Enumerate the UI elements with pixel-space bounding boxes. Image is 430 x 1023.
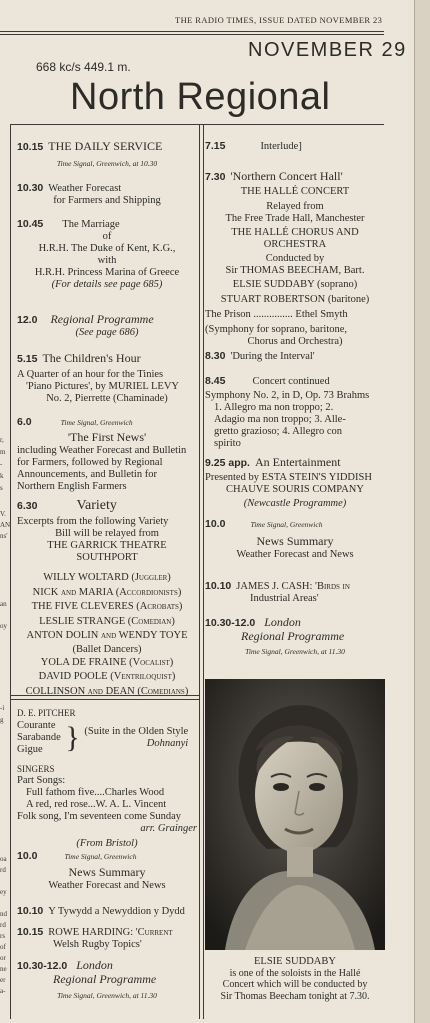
listing-925: 9.25 app. An Entertainment Presented by ESTA STEIN'S YIDDISH CHAUVE SOURIS COMPANY (Newcastle Programme): [205, 455, 372, 509]
listing-1045: 10.45 The Marriage of H.R.H. The Duke of Kent, K.G., with H.R.H. Princess Marina of Greece (For details see page 685): [17, 218, 180, 290]
listing-b-1030: 10.30-12.0 London Regional Programme Time Signal, Greenwich, at 11.30: [17, 958, 157, 1000]
portrait-illustration: [205, 679, 385, 950]
listing-630: 6.30 Variety Excerpts from the following Variety Bill will be relayed from THE GARRICK THEATRE SOUTHPORT WILLY WOLTARD (Juggler) NICK and MARIA (Accordionists) THE FIVE CLEVERES (Acrobats) LESLIE STRANGE (Comedian) ANTON DOLIN and WENDY TOYE (Ballet Dancers) YOLA DE FRAINE (Vocalist) DAVID POOLE (Ventriloquist) COLLINSON and DEAN (Comedians): [17, 498, 189, 697]
header-rule: [0, 31, 384, 32]
listing-845: 8.45 Concert continued Symphony No. 2, in D, Op. 73 Brahms 1. Allegro ma non troppo; 2. Adagio ma non troppo; 3. Alle- gretto grazioso; 4. Allegro con spirito: [205, 375, 370, 449]
listing-1030: 10.30-12.0 London Regional Programme Time Signal, Greenwich, at 11.30: [205, 615, 345, 656]
date-heading: NOVEMBER 29: [248, 39, 407, 61]
listing-1015: 10.15 THE DAILY SERVICE Time Signal, Greenwich, at 10.30: [17, 139, 163, 168]
running-header: THE RADIO TIMES, ISSUE DATED NOVEMBER 23: [175, 15, 383, 25]
left-column-rule: [10, 124, 11, 1019]
listing-b-1000: 10.0 Time Signal, Greenwich News Summary Weather Forecast and News: [17, 850, 166, 891]
listing-515: 5.15 The Children's Hour A Quarter of an hour for the Tinies 'Piano Pictures', by MURIEL LEVY No. 2, Pierrette (Chaminade): [17, 351, 180, 404]
listing-1030: 10.30 Weather Forecast for Farmers and Shipping: [17, 182, 161, 206]
header-rule-2: [0, 34, 384, 35]
suite-block: Courante Sarabande Gigue } (Suite in the Olden Style Dohnanyi: [17, 720, 189, 755]
listing-730: 7.30 'Northern Concert Hall' THE HALLÉ CONCERT Relayed from The Free Trade Hall, Manchester THE HALLÉ CHORUS AND ORCHESTRA Conducted by Sir THOMAS BEECHAM, Bart. ELSIE SUDDABY (soprano) STUART ROBERTSON (baritone) The Prison ............... Ethel Smyth (Symphony for soprano, baritone, Chorus and Orchestra): [205, 169, 370, 347]
listing-b-1015: 10.15 ROWE HARDING: 'Current Welsh Rugby Topics': [17, 926, 173, 950]
page-edge: [414, 0, 430, 1023]
listing-1010: 10.10 JAMES J. CASH: 'Birds in Industrial Areas': [205, 580, 350, 604]
frequency: 668 kc/s 449.1 m.: [36, 60, 131, 74]
center-column-rule-2: [203, 124, 204, 1019]
listing-1200: 12.0 Regional Programme (See page 686): [17, 312, 154, 338]
photo-caption: ELSIE SUDDABY is one of the soloists in the Hallé Concert which will be conducted by Sir Thomas Beecham tonight at 7.30.: [220, 956, 370, 1002]
brace-icon: }: [65, 721, 80, 754]
singers-label: SINGERS: [17, 764, 55, 774]
listing-830: 8.30 'During the Interval': [205, 350, 315, 362]
title-rule: [10, 124, 384, 125]
listing-715: 7.15 Interlude]: [205, 140, 302, 152]
adjacent-page-strip: r, m - k s V. AN ns' an oy -i g oa rd ey nd rd rs of or ne er a-: [0, 436, 11, 995]
listing-b-1010: 10.10 Y Tywydd a Newyddion y Dydd: [17, 905, 185, 917]
left-section-rule-2: [10, 699, 199, 700]
part-songs: Part Songs: Full fathom five....Charles Wood A red, red rose...W. A. L. Vincent Folk song, I'm seventeen come Sunday arr. Grainger (From Bristol): [17, 775, 197, 849]
performer-name: D. E. PITCHER: [17, 708, 76, 718]
listing-1000: 10.0 Time Signal, Greenwich News Summary Weather Forecast and News: [205, 518, 354, 560]
station-title: North Regional: [70, 76, 331, 118]
center-column-rule: [199, 124, 200, 1019]
portrait-photo: [205, 679, 385, 950]
listing-600: 6.0 Time Signal, Greenwich 'The First News' including Weather Forecast and Bulletin for Farmers, followed by Regional Announcements, and Bulletin for Northern English Farmers: [17, 416, 187, 492]
